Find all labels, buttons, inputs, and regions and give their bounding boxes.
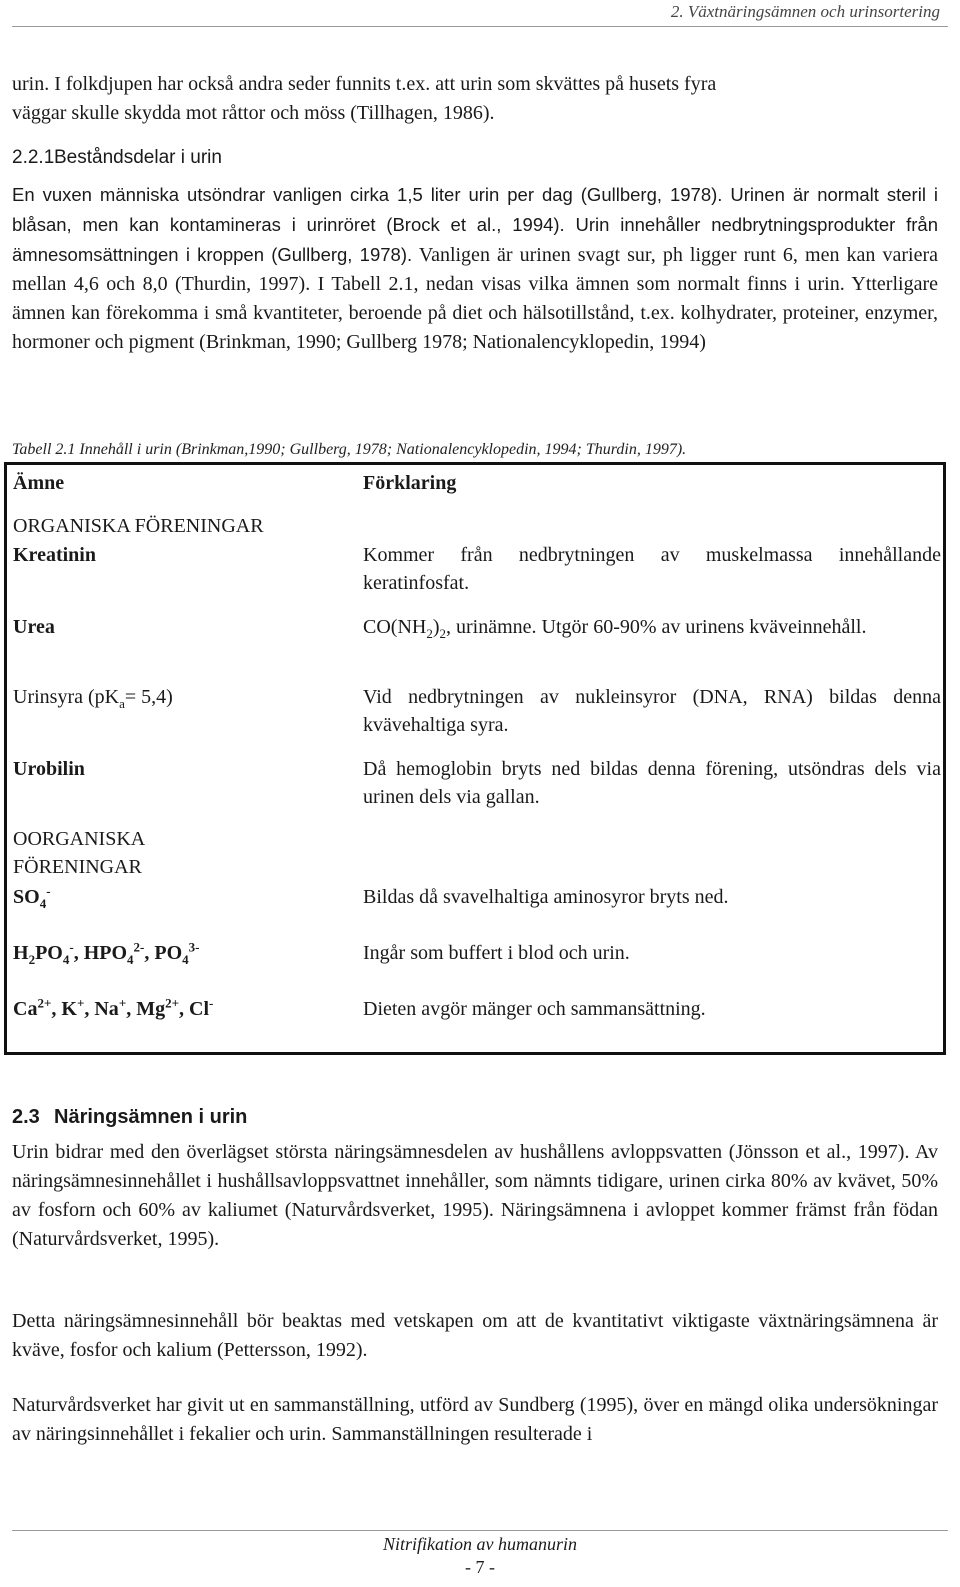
row-urinsyra-name: Urinsyra $(pK_a= 5,4)$ <box>13 686 173 711</box>
section-title: Beståndsdelar i urin <box>54 147 222 168</box>
row-urobilin-desc: Då hemoglobin bryts ned bildas denna förening, utsöndras dels via urinen dels via gallan. <box>363 758 941 808</box>
footer-title: Nitrifikation av humanurin <box>382 1534 577 1554</box>
running-title: 2. Växtnäringsämnen och urinsortering <box>670 2 940 21</box>
row-so4-name: $SO_4^-$ <box>13 883 51 911</box>
paragraph-nutrients-3: Naturvårdsverket har givit ut en sammanställning, utförd av Sundberg (1995), över en mängd olika undersökningar av näringsinnehållet i fekalier och urin. Sammanställningen resulterade i <box>12 1394 938 1445</box>
table-caption: Tabell 2.1 Innehåll i urin (Brinkman,1990; Gullberg, 1978; Nationalencyklopedin, 1994; Thurdin, 1997). <box>12 441 687 458</box>
paragraph-serif-part: Vanligen är urinen svagt sur, ph ligger runt 6, men kan variera mellan 4,6 och 8,0 (Thurdin, 1997). I Tabell 2.1, nedan visas vilka ämnen som normalt finns i urin. Ytterligare ämnen kan förekomma i små kvantiteter, beroende på diet och hälsotillstånd, t.ex. kolhydrater, proteiner, enzymer, hormoner och pigment (Brinkman, 1990; Gullberg 1978; Nationalencyklopedin, 1994) <box>12 244 938 353</box>
row-ions-desc: Dieten avgör mänger och sammansättning. <box>363 998 706 1020</box>
group-inorganic-line-2: FÖRENINGAR <box>13 856 142 878</box>
intro-line-2: väggar skulle skydda mot råttor och möss (Tillhagen, 1986). <box>12 102 495 124</box>
footer-divider <box>12 1530 948 1531</box>
section-number: 2.2.1 <box>12 147 55 168</box>
section-heading-2-3 <box>12 1106 247 1129</box>
row-urinsyra-desc: Vid nedbrytningen av nukleinsyror (DNA, RNA) bildas denna kvävehaltiga syra. <box>363 686 941 736</box>
row-urea-desc: $CO(NH_2)_2$, urinämne. Utgör 60-90% av urinens kväveinnehåll. <box>363 616 867 641</box>
row-kreatinin-desc: Kommer från nedbrytningen av muskelmassa innehållande keratinfosfat. <box>363 544 941 594</box>
paragraph-nutrients-1: Urin bidrar med den överlägset största näringsämnesdelen av hushållens avloppsvatten (Jönsson et al., 1997). Av näringsämnesinnehållet i hushållsavloppsvattnet innehåller, som nämnts tidigare, urinen cirka 80% av kvävet, 50% av fosforn och 60% av kaliumet (Naturvårdsverket, 1995). Näringsämnena i avloppet kommer främst från födan (Naturvårdsverket, 1995). <box>12 1141 938 1250</box>
group-organic: ORGANISKA FÖRENINGAR <box>13 515 264 537</box>
group-inorganic-line-1: OORGANISKA <box>13 828 146 850</box>
row-so4-desc: Bildas då svavelhaltiga aminosyror bryts ned. <box>363 886 729 908</box>
row-phosphates-name: $H_2PO_4^-$, $HPO_4^{2-}$, $PO_4^{3-}$ <box>13 939 200 967</box>
section-heading-2-2-1 <box>12 147 222 169</box>
row-phosphates-desc: Ingår som buffert i blod och urin. <box>363 942 630 964</box>
section-title: Näringsämnen i urin <box>54 1106 248 1128</box>
running-header <box>12 0 948 27</box>
row-ions-name: $Ca^{2+}$, K+, Na+, $Mg^{2+}$, Cl- <box>13 995 214 1020</box>
section-number: 2.3 <box>12 1106 40 1128</box>
col-header-substance: Ämne <box>13 472 65 494</box>
page-number: - 7 - <box>465 1557 495 1577</box>
row-urea-name: Urea <box>13 616 55 638</box>
contents-table <box>4 462 946 1055</box>
row-kreatinin-name: Kreatinin <box>13 544 96 566</box>
paragraph-nutrients-2: Detta näringsämnesinnehåll bör beaktas med vetskapen om att de kvantitativt viktigaste växtnäringsämnena är kväve, fosfor och kalium (Pettersson, 1992). <box>12 1310 938 1361</box>
paragraph-sans-part: En vuxen människa utsöndrar vanligen cirka 1,5 liter urin per dag (Gullberg, 1978). Urinen är normalt steril i blåsan, men kan kontamineras i urinröret (Brock et al., 1994). Urin innehåller nedbrytningsprodukter från ämnesomsättningen i kroppen (Gullberg, 1978). <box>12 184 938 265</box>
col-header-explanation: Förklaring <box>363 472 457 494</box>
paragraph-components <box>12 180 938 357</box>
intro-line-1: urin. I folkdjupen har också andra seder funnits t.ex. att urin som skvättes på husets fyra <box>12 73 717 95</box>
row-urobilin-name: Urobilin <box>13 758 85 780</box>
